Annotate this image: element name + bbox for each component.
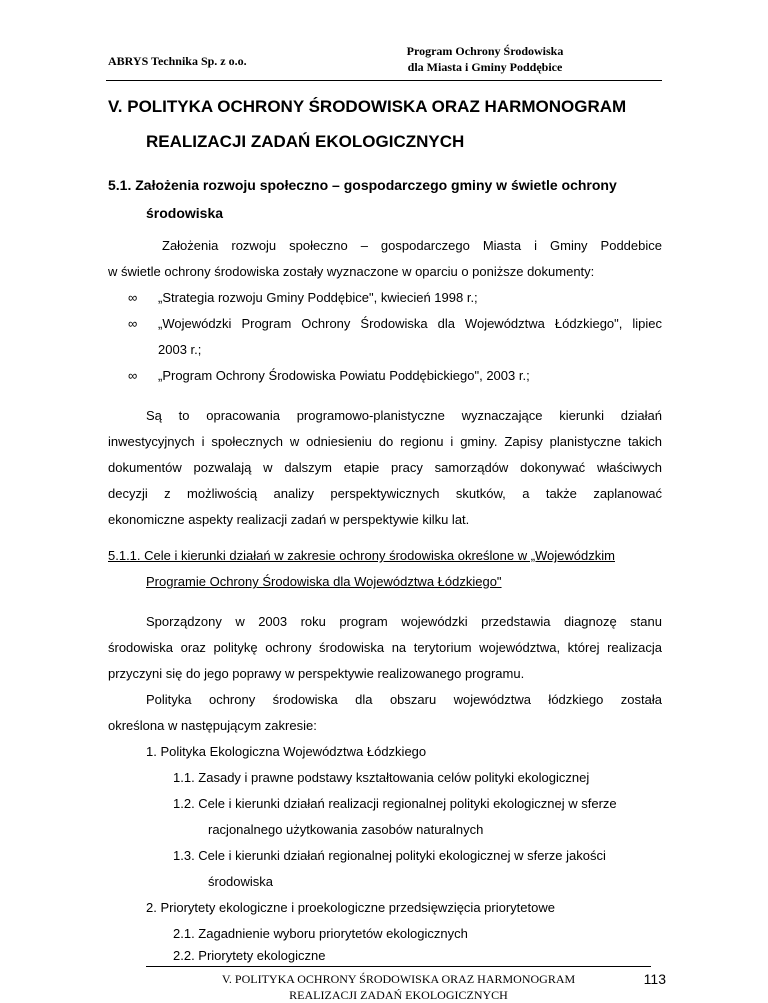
infinity-bullet-icon: ∞ xyxy=(128,316,138,331)
bullet-item-2-line2: 2003 r.; xyxy=(158,342,202,357)
bullet-item-2-line1: „Wojewódzki Program Ochrony Środowiska dla Województwa Łódzkiego", lipiec xyxy=(158,316,662,331)
page-number: 113 xyxy=(643,971,666,987)
intro-line1: Założenia rozwoju społeczno – gospodarczego Miasta i Gminy Poddebice xyxy=(162,238,662,253)
footer-divider xyxy=(146,966,651,967)
outline-item-2: 2. Priorytety ekologiczne i proekologiczne przedsięwzięcia priorytetowe xyxy=(146,900,555,915)
para1-line1: Są to opracowania programowo-planistyczne wyznaczające kierunki działań xyxy=(146,408,662,423)
outline-item-1-3-line2: środowiska xyxy=(208,874,274,889)
para1-line2: inwestycyjnych i społecznych w odniesieniu do regionu i gminy. Zapisy planistyczne takich xyxy=(108,434,662,449)
footer-title-line1: V. POLITYKA OCHRONY ŚRODOWISKA ORAZ HARMONOGRAM xyxy=(221,972,576,986)
section-title-line1: 5.1. Założenia rozwoju społeczno – gospodarczego gminy w świetle ochrony xyxy=(108,177,617,193)
bullet-item-1: „Strategia rozwoju Gminy Poddębice", kwiecień 1998 r.; xyxy=(158,290,478,305)
infinity-bullet-icon: ∞ xyxy=(128,368,138,383)
outline-item-1-3-line1: 1.3. Cele i kierunki działań regionalnej polityki ekologicznej w sferze jakości xyxy=(173,848,606,863)
header-company: ABRYS Technika Sp. z o.o. xyxy=(108,54,247,68)
para1-line5: ekonomiczne aspekty realizacji zadań w perspektywie kilku lat. xyxy=(108,512,470,527)
para3-line2: określona w następującym zakresie: xyxy=(108,718,317,733)
header-divider xyxy=(106,80,662,81)
para2-line3: przyczyni się do jego poprawy w perspektywie realizowanego programu. xyxy=(108,666,525,681)
subsection-title-line1: 5.1.1. Cele i kierunki działań w zakresie ochrony środowiska określone w „Wojewódzkim xyxy=(108,548,615,563)
infinity-bullet-icon: ∞ xyxy=(128,290,138,305)
para3-line1: Polityka ochrony środowiska dla obszaru województwa łódzkiego została xyxy=(146,692,662,707)
chapter-title-line1: V. POLITYKA OCHRONY ŚRODOWISKA ORAZ HARMONOGRAM xyxy=(108,97,627,116)
outline-item-1-2-line2: racjonalnego użytkowania zasobów naturalnych xyxy=(208,822,484,837)
para1-line4: decyzji z możliwością analizy perspektywicznych skutków, a także zaplanować xyxy=(108,486,662,501)
outline-item-1: 1. Polityka Ekologiczna Województwa Łódzkiego xyxy=(146,744,427,759)
header-title-line2: dla Miasta i Gminy Poddębice xyxy=(407,60,563,74)
para1-line3: dokumentów pozwalają w dalszym etapie pracy samorządów dokonywać właściwych xyxy=(108,460,662,475)
para2-line1: Sporządzony w 2003 roku program wojewódzki przedstawia diagnozę stanu xyxy=(146,614,662,629)
bullet-item-3: „Program Ochrony Środowiska Powiatu Poddębickiego", 2003 r.; xyxy=(158,368,530,383)
footer-title-line2: REALIZACJI ZADAŃ EKOLOGICZNYCH xyxy=(289,988,508,1002)
header-title xyxy=(370,43,600,75)
outline-item-2-1: 2.1. Zagadnienie wyboru priorytetów ekologicznych xyxy=(173,926,468,941)
subsection-title-line2: Programie Ochrony Środowiska dla Województwa Łódzkiego" xyxy=(146,574,502,589)
chapter-title-line2: REALIZACJI ZADAŃ EKOLOGICZNYCH xyxy=(146,132,465,151)
footer-title xyxy=(146,971,651,1003)
header-title-line1: Program Ochrony Środowiska xyxy=(406,44,564,58)
intro-line2: w świetle ochrony środowiska zostały wyznaczone w oparciu o poniższe dokumenty: xyxy=(108,264,595,279)
section-title-line2: środowiska xyxy=(146,205,224,221)
outline-item-1-2-line1: 1.2. Cele i kierunki działań realizacji regionalnej polityki ekologicznej w sferze xyxy=(173,796,617,811)
para2-line2: środowiska oraz politykę ochrony środowiska na terytorium województwa, której realizacja xyxy=(108,640,662,655)
outline-item-2-2: 2.2. Priorytety ekologiczne xyxy=(173,948,326,963)
outline-item-1-1: 1.1. Zasady i prawne podstawy kształtowania celów polityki ekologicznej xyxy=(173,770,590,785)
